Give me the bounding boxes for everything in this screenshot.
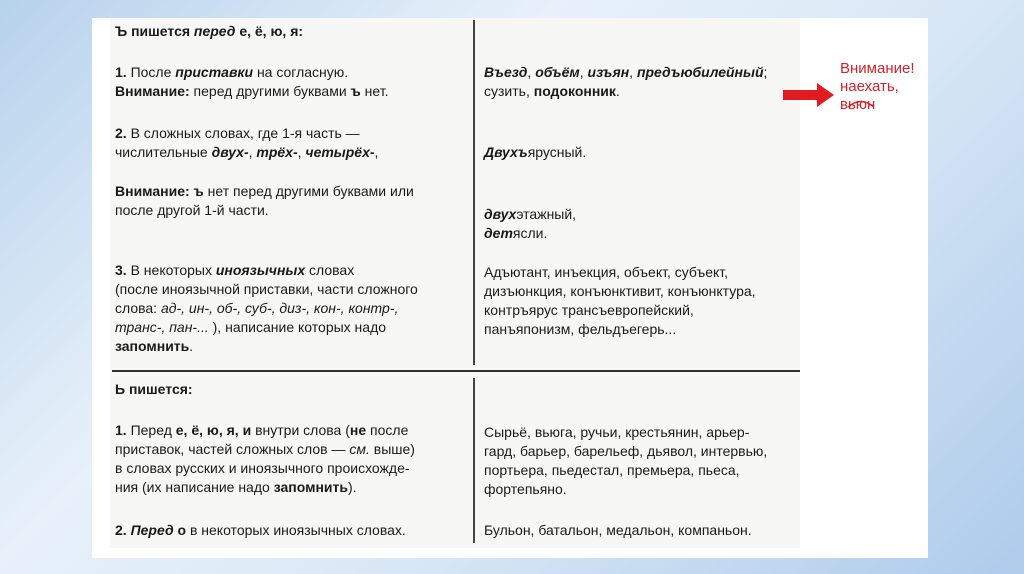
example-5-line-4: фортепьяно. xyxy=(484,481,567,497)
section-divider xyxy=(112,370,800,372)
rule-1-line-2: Внимание: перед другими буквами ъ нет. xyxy=(115,83,389,99)
example-5-line-1: Сырьё, вьюга, ручьи, крестьянин, арьер- xyxy=(484,424,750,440)
attention-note-title: Внимание! xyxy=(840,60,915,77)
rule-4-line-2: приставок, частей сложных слов — см. выше) xyxy=(115,441,415,457)
rule-4-line-1: 1. Перед е, ё, ю, я, и внутри слова (не после xyxy=(115,422,409,438)
rule-3-line-4: транс-, пан-... ), написание которых надо xyxy=(115,319,387,335)
rule-5: 2. Перед о в некоторых иноязычных словах. xyxy=(115,522,406,538)
rule-4-line-4: ния (их написание надо запомнить). xyxy=(115,479,357,495)
example-5-line-3: портьера, пьедестал, премьера, пьеса, xyxy=(484,462,740,478)
example-4-line-1: Адъютант, инъекция, объект, субъект, xyxy=(484,264,729,280)
column-divider xyxy=(473,20,475,365)
rule-4-line-3: в словах русских и иноязычного происхожде- xyxy=(115,460,410,476)
example-1-line-1: Въезд, объём, изъян, предъюбилейный; xyxy=(484,64,768,80)
rule-3-line-2: (после иноязычной приставки, части сложного xyxy=(115,281,418,297)
example-2: Двухъярусный. xyxy=(484,144,587,160)
heading-soft-sign: Ь пишется: xyxy=(115,381,193,397)
heading-hard-sign: Ъ пишется перед е, ё, ю, я: xyxy=(115,23,304,39)
rule-3-line-3: слова: ад-, ин-, об-, суб-, диз-, кон-, контр-, xyxy=(115,300,399,316)
rule-2-line-2: числительные двух-, трёх-, четырёх-, xyxy=(115,144,379,160)
rule-2-note-line-1: Внимание: ъ нет перед другими буквами или xyxy=(115,183,414,199)
example-6: Бульон, батальон, медальон, компаньон. xyxy=(484,522,752,538)
arrow-right-icon xyxy=(783,82,835,108)
example-5-line-2: гард, барьер, барельеф, дьявол, интервью, xyxy=(484,443,768,459)
rule-2-line-1: 2. В сложных словах, где 1-я часть — xyxy=(115,125,360,141)
rule-1-line-1: 1. После приставки на согласную. xyxy=(115,64,349,80)
rule-3-line-1: 3. В некоторых иноязычных словах xyxy=(115,262,355,278)
example-3-line-1: двухэтажный, xyxy=(484,206,577,222)
arc-mark-icon xyxy=(846,98,876,108)
example-3-line-2: детясли. xyxy=(484,225,548,241)
rule-3-line-5: запомнить. xyxy=(115,338,194,354)
example-4-line-4: панъяпонизм, фельдъегерь... xyxy=(484,321,677,337)
example-4-line-3: контръярус трансъевропейский, xyxy=(484,302,694,318)
example-4-line-2: дизъюнкция, конъюнктивит, конъюнктура, xyxy=(484,283,756,299)
attention-note-example-1: наехать, xyxy=(840,78,899,95)
example-1-line-2: сузить, подоконник. xyxy=(484,83,620,99)
attention-note-example-2: вьюн xyxy=(840,96,876,113)
rule-2-note-line-2: после другой 1-й части. xyxy=(115,202,269,218)
column-divider-lower xyxy=(473,378,475,543)
